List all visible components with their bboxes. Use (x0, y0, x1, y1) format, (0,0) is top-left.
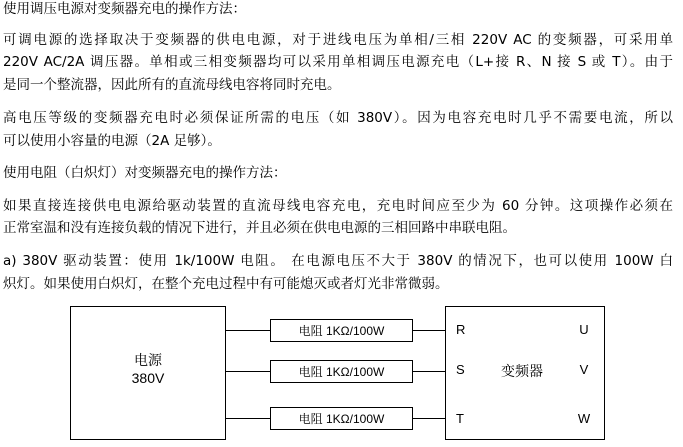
paragraph-line: 是同一个整流器，因此所有的直流母线电容将同时充电。 (3, 77, 341, 93)
heading-voltage-regulator-method: 使用调压电源对变频器充电的操作方法： (3, 1, 246, 17)
terminal-v: V (579, 362, 589, 377)
resistor-label: 电阻 1KΩ/100W (298, 324, 385, 338)
paragraph-line: 可以使用小容量的电源（2A 足够）。 (3, 133, 221, 149)
paragraph-line: 正常室温和没有连接负载的情况下进行，并且必须在供电电源的三相回路中串联电阻。 (3, 220, 516, 236)
terminal-s: S (456, 362, 465, 377)
terminal-w: W (577, 411, 591, 426)
paragraph-line: 可调电源的选择取决于变频器的供电电源，对于进线电压为单相/三相 220V AC 的变频器，可采用单 (3, 32, 673, 48)
heading-resistor-method: 使用电阻（白炽灯）对变频器充电的操作方法： (3, 165, 287, 181)
inverter-label: 变频器 (501, 363, 543, 379)
paragraph-line: 220V AC/2A 调压器。单相或三相变频器均可以采用单相调压电源充电（L+接 R、N 接 S 或 T）。由于 (3, 54, 673, 70)
terminal-r: R (456, 322, 466, 337)
terminal-t: T (456, 411, 464, 426)
paragraph-line: 炽灯。如果使用白炽灯，在整个充电过程中有可能熄灭或者灯光非常微弱。 (3, 276, 449, 292)
power-source-voltage: 380V (131, 370, 165, 386)
resistor-label: 电阻 1KΩ/100W (298, 365, 385, 379)
paragraph-line: 高电压等级的变频器充电时必须保证所需的电压（如 380V）。因为电容充电时几乎不需要电流，所以 (3, 110, 673, 126)
paragraph-line: 如果直接连接供电电源给驱动装置的直流母线电容充电，充电时间应至少为 60 分钟。这项操作必须在 (3, 198, 673, 214)
terminal-u: U (579, 322, 589, 337)
resistor-label: 电阻 1KΩ/100W (298, 412, 385, 426)
power-source-label: 电源 (134, 352, 162, 368)
paragraph-line: a) 380V 驱动装置：使用 1k/100W 电阻。 在电源电压不大于 380V 的情况下，也可以使用 100W 白 (3, 253, 673, 269)
